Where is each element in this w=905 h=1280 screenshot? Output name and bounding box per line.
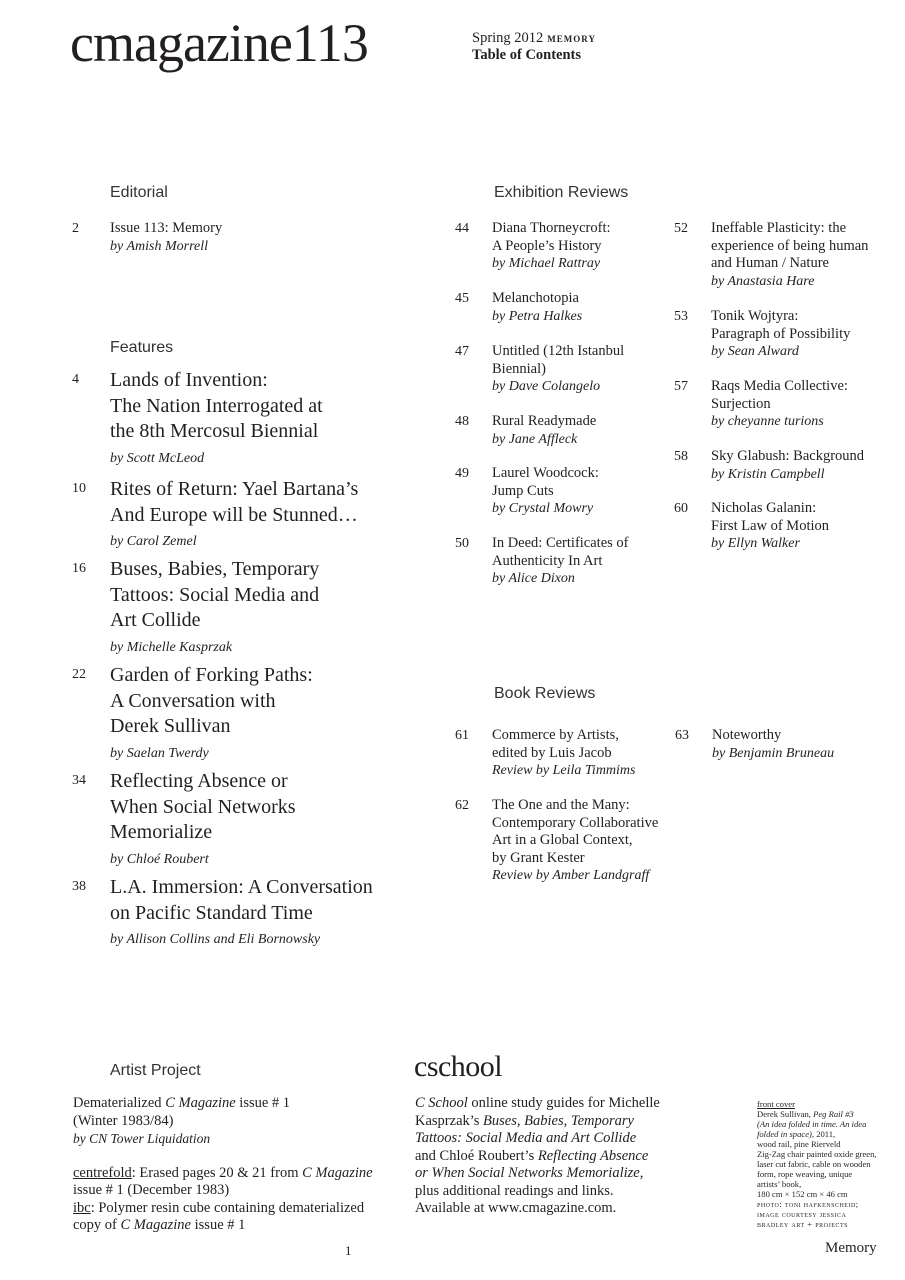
entry-title-line: Noteworthy bbox=[712, 727, 782, 743]
page-number: 52 bbox=[674, 221, 688, 236]
entry-author: by Crystal Mowry bbox=[492, 501, 594, 516]
entry-author: by Sean Alward bbox=[711, 344, 799, 359]
entry-title-line: Reflecting Absence or bbox=[110, 770, 288, 792]
text-run: , 2011, bbox=[811, 1129, 836, 1139]
text-run: Reflecting Absence bbox=[537, 1147, 649, 1164]
entry-title-line: the 8th Mercosul Biennial bbox=[110, 420, 319, 442]
entry-title-line: Derek Sullivan bbox=[110, 715, 231, 737]
text-run: online study guides for Michelle bbox=[467, 1095, 660, 1111]
entry-title-line: The Nation Interrogated at bbox=[110, 394, 323, 417]
text-run: plus additional readings and links. bbox=[415, 1182, 614, 1199]
entry-author: Review by Leila Timmims bbox=[492, 763, 636, 778]
entry-title-line: A People’s History bbox=[492, 237, 602, 254]
book-reviews-heading: Book Reviews bbox=[494, 685, 596, 702]
text-run: : Polymer resin cube containing dematerialized bbox=[90, 1199, 365, 1216]
entry-title-line: Nicholas Galanin: bbox=[711, 500, 817, 516]
entry-author: Review by Amber Landgraff bbox=[492, 868, 650, 883]
entry-title-line: Art in a Global Context, bbox=[492, 832, 633, 848]
features-heading: Features bbox=[110, 339, 174, 356]
entry-author: by Michelle Kasprzak bbox=[110, 639, 233, 655]
text-run: Dematerialized bbox=[73, 1095, 166, 1111]
entry-author: by Ellyn Walker bbox=[711, 536, 800, 551]
text-run: and Chloé Roubert’s bbox=[415, 1147, 538, 1164]
artwork-title: Peg Rail #3 bbox=[813, 1109, 854, 1119]
magazine-title: C Magazine bbox=[165, 1095, 236, 1111]
issue-info bbox=[472, 29, 596, 64]
entry-title-line: Rural Readymade bbox=[492, 413, 597, 429]
entry-title-line: by Grant Kester bbox=[492, 849, 585, 866]
page-number: 2 bbox=[72, 221, 79, 236]
entry-author: by Amish Morrell bbox=[110, 238, 208, 254]
entry-title-line: The One and the Many: bbox=[492, 797, 630, 813]
text-run: wood rail, pine Rierveld bbox=[757, 1139, 841, 1149]
magazine-title: C Magazine bbox=[302, 1164, 373, 1181]
entry-author: by Scott McLeod bbox=[110, 450, 205, 466]
text-run: or When Social Networks Memorialize bbox=[415, 1165, 640, 1181]
entry-title-line: Memorialize bbox=[110, 821, 213, 843]
text-run: folded in space) bbox=[757, 1129, 812, 1139]
website-link[interactable]: Available at www.cmagazine.com. bbox=[415, 1200, 617, 1216]
entry-author: by Benjamin Bruneau bbox=[712, 745, 835, 761]
entry-author: by Allison Collins and Eli Bornowsky bbox=[110, 932, 321, 947]
text-run: issue # 1 bbox=[235, 1095, 291, 1111]
text-run: image courtesy jessica bbox=[757, 1209, 847, 1219]
page-number: 63 bbox=[675, 728, 689, 743]
text-run: , bbox=[639, 1165, 644, 1181]
entry-title-line: Sky Glabush: Background bbox=[711, 448, 865, 464]
page-number: 62 bbox=[455, 798, 469, 813]
entry-title-line: Ineffable Plasticity: the bbox=[711, 220, 847, 236]
entry-title-line: Raqs Media Collective: bbox=[711, 378, 848, 394]
entry-title-line: A Conversation with bbox=[110, 689, 276, 712]
entry-author: by Anastasia Hare bbox=[711, 273, 815, 289]
entry-author: by Saelan Twerdy bbox=[110, 745, 209, 761]
page-number: 38 bbox=[72, 879, 86, 894]
text-run: C School bbox=[415, 1095, 468, 1111]
entry-title-line: Biennial) bbox=[492, 360, 546, 377]
entry-author: by Petra Halkes bbox=[492, 308, 583, 324]
entry-title-line: on Pacific Standard Time bbox=[110, 901, 313, 924]
entry-title-line: Paragraph of Possibility bbox=[711, 325, 851, 342]
issue-season: Spring 2012 bbox=[472, 30, 544, 46]
entry-title-line: First Law of Motion bbox=[711, 517, 830, 534]
text-run: (An idea folded in time. An idea bbox=[757, 1119, 867, 1129]
artist-project-heading: Artist Project bbox=[110, 1062, 201, 1079]
editorial-heading: Editorial bbox=[110, 184, 168, 201]
text-run: (Winter 1983/84) bbox=[73, 1112, 174, 1129]
entry-title-line: Tonik Wojtyra: bbox=[711, 308, 799, 324]
entry-title-line: experience of being human bbox=[711, 237, 869, 254]
page-number: 58 bbox=[674, 449, 688, 464]
entry-title-line: Tattoos: Social Media and bbox=[110, 583, 320, 606]
front-cover-label: front cover bbox=[757, 1099, 795, 1109]
entry-title-line: When Social Networks bbox=[110, 795, 296, 818]
entry-author: by Carol Zemel bbox=[110, 534, 197, 549]
entry-title-line: Buses, Babies, Temporary bbox=[110, 558, 320, 580]
page-number: 53 bbox=[674, 309, 688, 324]
cschool-text bbox=[415, 1095, 705, 1218]
page-number: 10 bbox=[72, 481, 86, 496]
entry-author: by Jane Affleck bbox=[492, 431, 578, 447]
section-name-footer: Memory bbox=[825, 1240, 877, 1256]
entry-title: Issue 113: Memory bbox=[110, 220, 223, 236]
text-run: Kasprzak’s bbox=[415, 1112, 484, 1129]
artist-credit: by CN Tower Liquidation bbox=[73, 1131, 211, 1146]
page-number: 22 bbox=[72, 667, 86, 682]
entry-title-line: Laurel Woodcock: bbox=[492, 465, 599, 481]
entry-title-line: and Human / Nature bbox=[711, 255, 829, 271]
entry-title-line: Lands of Invention: bbox=[110, 369, 268, 391]
exhibition-reviews-heading: Exhibition Reviews bbox=[494, 184, 629, 201]
text-run: Tattoos: Social Media and Art Collide bbox=[415, 1130, 637, 1146]
text-run: laser cut fabric, cable on wooden bbox=[757, 1159, 871, 1169]
entry-title-line: Rites of Return: Yael Bartana’s bbox=[110, 478, 359, 500]
entry-title-line: Untitled (12th Istanbul bbox=[492, 343, 625, 359]
text-run: 180 cm × 152 cm × 46 cm bbox=[757, 1189, 848, 1199]
page-number: 61 bbox=[455, 728, 469, 743]
entry-title-line: Art Collide bbox=[110, 609, 201, 631]
text-run: Derek Sullivan, bbox=[757, 1109, 814, 1119]
page-number: 44 bbox=[455, 221, 469, 236]
entry-title-line: Authenticity In Art bbox=[492, 552, 603, 569]
magazine-title: C Magazine bbox=[120, 1217, 191, 1233]
entry-title-line: Jump Cuts bbox=[492, 482, 554, 499]
issue-theme: memory bbox=[547, 30, 596, 45]
centrefold-label: centrefold bbox=[73, 1164, 132, 1181]
entry-title-line: Garden of Forking Paths: bbox=[110, 664, 313, 686]
entry-title-line: Commerce by Artists, bbox=[492, 727, 619, 743]
text-run: issue # 1 bbox=[191, 1217, 246, 1233]
page-number: 45 bbox=[455, 291, 469, 306]
page-number: 4 bbox=[72, 372, 79, 387]
text-run: : Erased pages 20 & 21 from bbox=[131, 1164, 303, 1181]
text-run: photo: toni hafkenscheid; bbox=[757, 1199, 859, 1209]
entry-title-line: L.A. Immersion: A Conversation bbox=[110, 876, 373, 898]
entry-title-line: Diana Thorneycroft: bbox=[492, 220, 611, 236]
entry-title-line: Contemporary Collaborative bbox=[492, 814, 659, 831]
text-run: bradley art + projects bbox=[757, 1219, 848, 1229]
page-number: 60 bbox=[674, 501, 688, 516]
text-run: issue # 1 (December 1983) bbox=[73, 1182, 230, 1198]
page-number-footer: 1 bbox=[345, 1243, 352, 1258]
text-run: form, rope weaving, unique bbox=[757, 1169, 853, 1179]
entry-author: by Michael Rattray bbox=[492, 256, 601, 271]
entry-title-line: Melanchotopia bbox=[492, 290, 579, 306]
entry-author: by Kristin Campbell bbox=[711, 466, 825, 482]
page-number: 34 bbox=[72, 773, 86, 788]
entry-title-line: Surjection bbox=[711, 395, 771, 412]
entry-author: by Dave Colangelo bbox=[492, 379, 601, 394]
entry-author: by Chloé Roubert bbox=[110, 851, 209, 867]
text-run: Buses, Babies, Temporary bbox=[483, 1112, 634, 1129]
entry-title-line: edited by Luis Jacob bbox=[492, 744, 612, 761]
page-number: 57 bbox=[674, 379, 688, 394]
entry-title-line: And Europe will be Stunned… bbox=[110, 503, 358, 526]
page-number: 47 bbox=[455, 344, 469, 359]
ibc-label: ibc bbox=[73, 1199, 91, 1216]
text-run: artists’ book, bbox=[757, 1179, 802, 1189]
text-run: copy of bbox=[73, 1217, 121, 1233]
artist-project-text bbox=[73, 1095, 393, 1235]
front-cover-credits bbox=[757, 1099, 887, 1229]
toc-label: Table of Contents bbox=[472, 47, 582, 63]
cschool-logo: cschool bbox=[414, 1050, 503, 1083]
page-number: 50 bbox=[455, 536, 469, 551]
entry-author: by Alice Dixon bbox=[492, 571, 575, 586]
magazine-logo: cmagazine113 bbox=[70, 13, 368, 73]
entry-author: by cheyanne turions bbox=[711, 414, 824, 429]
page-number: 48 bbox=[455, 414, 469, 429]
page-number: 49 bbox=[455, 466, 469, 481]
page-number: 16 bbox=[72, 561, 86, 576]
entry-title-line: In Deed: Certificates of bbox=[492, 535, 629, 551]
text-run: Zig-Zag chair painted oxide green, bbox=[757, 1149, 877, 1159]
